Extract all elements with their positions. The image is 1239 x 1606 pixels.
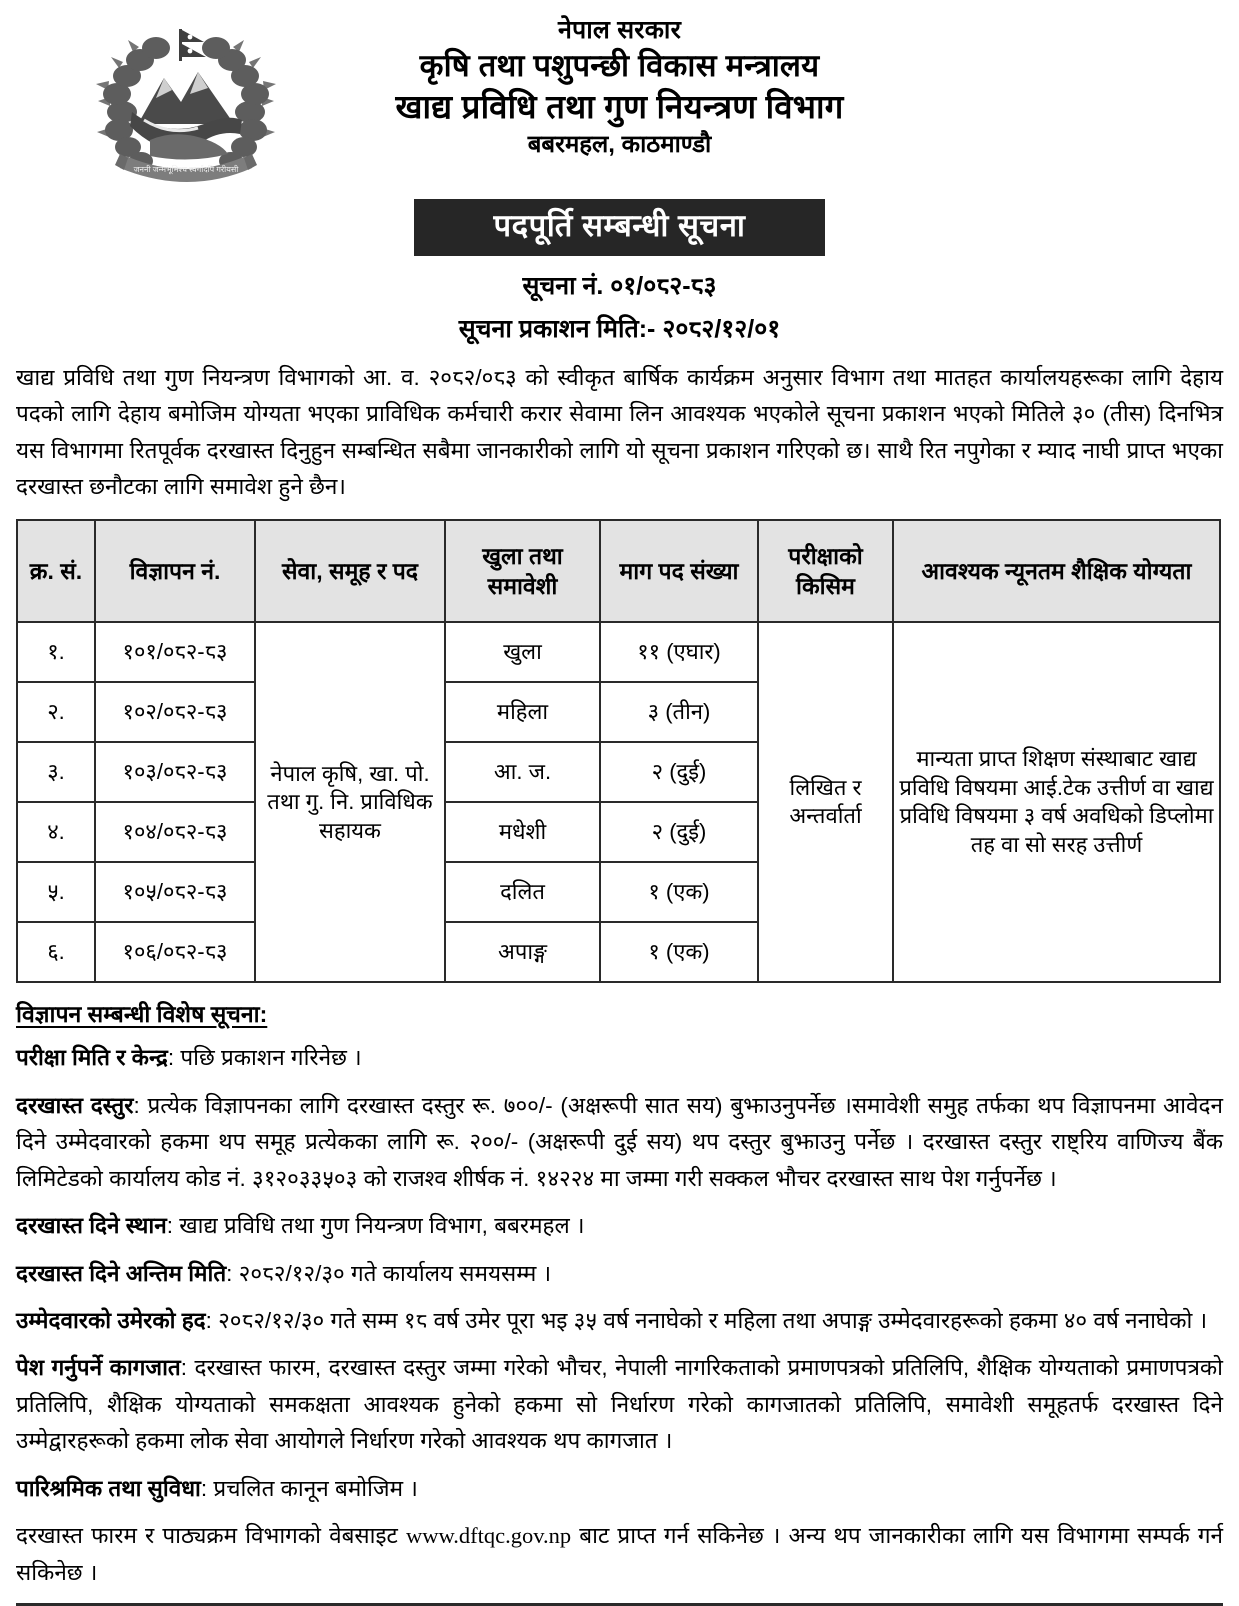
nepal-flag-icon — [179, 29, 206, 61]
documents-value: : दरखास्त फारम, दरखास्त दस्तुर जम्मा गरेको भौचर, नेपाली नागरिकताको प्रमाणपत्रको प्रतिलिपि, शैक्षिक योग्यताको प्रमाणपत्रको प्रतिलिपि, शैक्षिक योग्यताको समकक्षता आवश्यक हुनेको हकमा सो निर्धारण गरेको कागजातको प्रतिलिपि, समावेशी समूहतर्फ दरखास्त दिने उम्मेद्वारहरूको हकमा लोक सेवा आयोगले निर्धारण गरेको आवश्यक थप कागजात । — [16, 1355, 1223, 1454]
documents-label: पेश गर्नुपर्ने कागजात — [16, 1355, 181, 1381]
cell-serial: ३. — [17, 742, 95, 802]
place-value: : खाद्य प्रविधि तथा गुण नियन्त्रण विभाग, बबरमहल । — [166, 1213, 585, 1239]
application-place-block — [14, 1208, 1225, 1244]
footer-note-before: दरखास्त फारम र पाठ्यक्रम विभागको वेबसाइट — [16, 1523, 406, 1549]
intro-paragraph: खाद्य प्रविधि तथा गुण नियन्त्रण विभागको आ. व. २०८२/०८३ को स्वीकृत बार्षिक कार्यक्रम अनुसार विभाग तथा मातहत कार्यालयहरूका लागि देहाय पदको लागि देहाय बमोजिम योग्यता भएका प्राविधिक कर्मचारी करार सेवामा लिन आवश्यक भएकोले सूचना प्रकाशन भएको मितिले ३० (तीस) दिनभित्र यस विभागमा रितपूर्वक दरखास्त दिनुहुन सम्बन्धित सबैमा जानकारीको लागि यो सूचना प्रकाशन गरिएको छ। साथै रित नपुगेका र म्याद नाघी प्राप्त भएका दरखास्त छनौटका लागि समावेश हुने छैन। — [16, 364, 1223, 499]
footer-note-after: बाट प्राप्त गर्न सकिनेछ । अन्य थप जानकारीका लागि यस विभागमा सम्पर्क गर्न सकिनेछ । — [16, 1523, 1223, 1585]
exam-date-block — [14, 1040, 1225, 1076]
salary-value: : प्रचलित कानून बमोजिम । — [200, 1475, 418, 1501]
fee-value: : प्रत्येक विज्ञापनका लागि दरखास्त दस्तुर रू. ७००/- (अक्षरूपी सात सय) बुझाउनुपर्नेछ ।समावेशी समुह तर्फका थप विज्ञापनमा आवेदन दिने उम्मेदवारको हकमा थप समूह प्रत्येकका लागि रू. २००/- (अक्षरूपी दुई सय) थप दस्तुर बुझाउनु पर्नेछ । दरखास्त दस्तुर राष्ट्रिय वाणिज्य बैंक लिमिटेडको कार्यालय कोड नं. ३१२०३३५०३ को राजश्व शीर्षक नं. १४२२४ मा जम्मा गरी सक्कल भौचर दरखास्त साथ पेश गर्नुपर्नेछ । — [16, 1092, 1223, 1191]
th-inclusion: खुला तथा समावेशी — [445, 520, 600, 622]
th-qualification: आवश्यक न्यूनतम शैक्षिक योग्यता — [893, 520, 1220, 622]
notice-title-banner: पदपूर्ति सम्बन्धी सूचना — [414, 199, 826, 256]
cell-serial: ४. — [17, 802, 95, 862]
table-header-row — [17, 520, 1220, 622]
cell-inclusion: खुला — [445, 622, 600, 682]
fee-label: दरखास्त दस्तुर — [16, 1092, 134, 1118]
cell-serial: ५. — [17, 862, 95, 922]
cell-advert-no: १०१/०८२-८३ — [95, 622, 255, 682]
cell-service-post: नेपाल कृषि, खा. पो. तथा गु. नि. प्राविधिक सहायक — [255, 622, 445, 982]
th-advert-no: विज्ञापन नं. — [95, 520, 255, 622]
cell-advert-no: १०४/०८२-८३ — [95, 802, 255, 862]
ministry-name: कृषि तथा पशुपन्छी विकास मन्त्रालय — [419, 48, 820, 83]
document-header — [14, 8, 1225, 193]
exam-date-value: : पछि प्रकाशन गरिनेछ । — [167, 1045, 362, 1071]
application-fee-block — [14, 1088, 1225, 1197]
government-name: नेपाल सरकार — [557, 16, 682, 44]
cell-advert-no: १०२/०८२-८३ — [95, 682, 255, 742]
cell-inclusion: अपाङ्ग — [445, 922, 600, 982]
special-notice-heading: विज्ञापन सम्बन्धी विशेष सूचना: — [16, 1001, 268, 1028]
exam-date-label: परीक्षा मिति र केन्द्र — [16, 1045, 168, 1071]
svg-text:जननी जन्मभूमिश्च स्वर्गादपि गर: जननी जन्मभूमिश्च स्वर्गादपि गरीयसी — [133, 165, 239, 174]
cell-inclusion: दलित — [445, 862, 600, 922]
footer-note-block — [14, 1518, 1225, 1591]
age-value: : २०८२/१२/३० गते सम्म १८ वर्ष उमेर पूरा भइ ३५ वर्ष ननाघेको र महिला तथा अपाङ्ग उम्मेदवारहरूको हकमा ४० वर्ष ननाघेको । — [205, 1308, 1208, 1334]
cell-inclusion: आ. ज. — [445, 742, 600, 802]
salary-block — [14, 1471, 1225, 1507]
cell-inclusion: मधेशी — [445, 802, 600, 862]
deadline-label: दरखास्त दिने अन्तिम मिति — [16, 1260, 227, 1286]
cell-serial: १. — [17, 622, 95, 682]
cell-serial: ६. — [17, 922, 95, 982]
cell-exam-type: लिखित र अन्तर्वार्ता — [758, 622, 893, 982]
th-service-post: सेवा, समूह र पद — [255, 520, 445, 622]
cell-post-count: २ (दुई) — [600, 742, 758, 802]
cell-inclusion: महिला — [445, 682, 600, 742]
cell-post-count: ११ (एघार) — [600, 622, 758, 682]
application-deadline-block — [14, 1256, 1225, 1292]
department-address: बबरमहल, काठमाण्डौ — [527, 131, 712, 159]
cell-qualification: मान्यता प्राप्त शिक्षण संस्थाबाट खाद्य प्रविधि विषयमा आई.टेक उत्तीर्ण वा खाद्य प्रविधि विषयमा ३ वर्ष अवधिको डिप्लोमा तह वा सो सरह उत्तीर्ण — [893, 622, 1220, 982]
cell-advert-no: १०५/०८२-८३ — [95, 862, 255, 922]
department-name: खाद्य प्रविधि तथा गुण नियन्त्रण विभाग — [395, 88, 844, 126]
department-website-link[interactable]: www.dftqc.gov.np — [405, 1523, 572, 1549]
cell-post-count: १ (एक) — [600, 922, 758, 982]
age-label: उम्मेदवारको उमेरको हद — [16, 1308, 206, 1334]
cell-post-count: २ (दुई) — [600, 802, 758, 862]
th-exam-type: परीक्षाको किसिम — [758, 520, 893, 622]
cell-post-count: १ (एक) — [600, 862, 758, 922]
age-limit-block — [14, 1303, 1225, 1339]
th-post-count: माग पद संख्या — [600, 520, 758, 622]
cell-serial: २. — [17, 682, 95, 742]
notice-number: सूचना नं. ०१/०८२-८३ — [522, 271, 717, 300]
required-documents-block — [14, 1350, 1225, 1459]
th-serial: क्र. सं. — [17, 520, 95, 622]
nepal-government-emblem-icon — [86, 16, 286, 196]
deadline-value: : २०८२/१२/३० गते कार्यालय समयसम्म । — [226, 1260, 552, 1286]
cell-advert-no: १०३/०८२-८३ — [95, 742, 255, 802]
cell-post-count: ३ (तीन) — [600, 682, 758, 742]
notice-publication-date: सूचना प्रकाशन मिति:- २०८२/१२/०१ — [458, 314, 781, 343]
table-row — [17, 622, 1220, 682]
vacancy-table — [16, 519, 1221, 983]
cell-advert-no: १०६/०८२-८३ — [95, 922, 255, 982]
salary-label: पारिश्रमिक तथा सुविधा — [16, 1475, 201, 1501]
place-label: दरखास्त दिने स्थान — [16, 1213, 167, 1239]
title-banner-container — [14, 199, 1225, 256]
